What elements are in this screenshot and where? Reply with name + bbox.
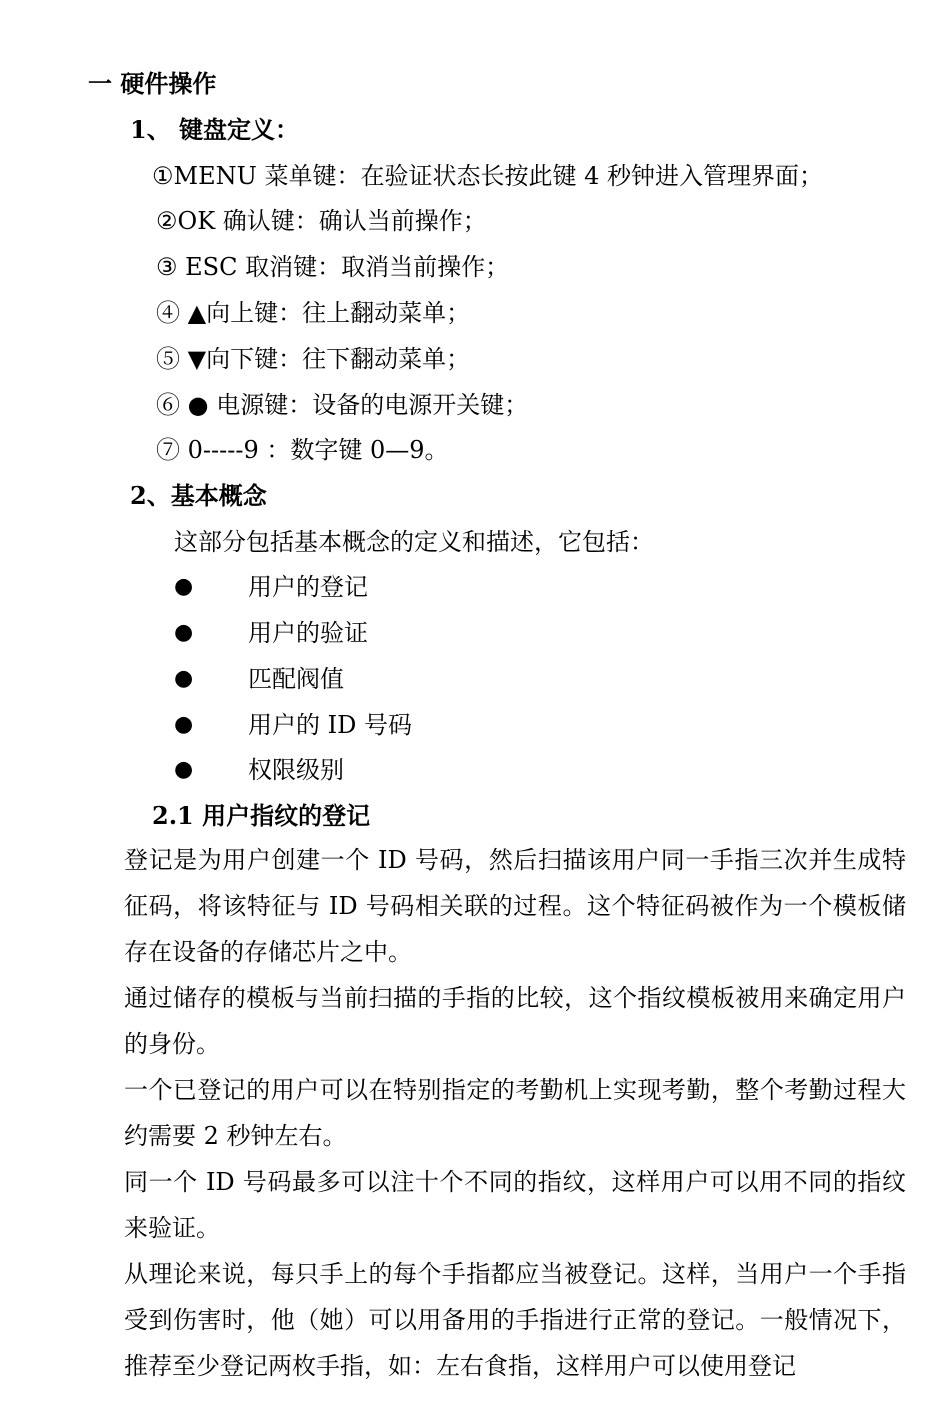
keyboard-heading: 1、 键盘定义： — [130, 115, 300, 144]
key-down-item: ⑤ ▼向下键：往下翻动菜单； — [156, 345, 471, 373]
section-title-hardware: 一 硬件操作 — [88, 69, 217, 98]
enroll-paragraph-1: 登记是为用户创建一个 ID 号码，然后扫描该用户同一手指三次并生成特征码，将该特征与 ID 号码相关联的过程。这个特征码被作为一个模板储存在设备的存储芯片之中。 — [124, 846, 906, 966]
enroll-paragraph-5: 从理论来说，每只手上的每个手指都应当被登记。这样，当用户一个手指受到伤害时，他（她）可以用备用的手指进行正常的登记。一般情况下，推荐至少登记两枚手指，如：左右食指，这样用户可以使用登记 — [124, 1260, 906, 1380]
enroll-paragraph-4: 同一个 ID 号码最多可以注十个不同的指纹，这样用户可以用不同的指纹来验证。 — [124, 1168, 906, 1242]
key-up-item: ④ ▲向上键：往上翻动菜单； — [156, 299, 471, 327]
list-item-label: 用户的登记 — [248, 573, 368, 601]
bullet-icon: ● — [174, 574, 194, 599]
concepts-intro: 这部分包括基本概念的定义和描述，它包括： — [174, 528, 654, 556]
key-digits-item: ⑦ 0-----9 ：数字键 0—9。 — [156, 436, 449, 464]
key-ok-item: ②OK 确认键：确认当前操作； — [156, 207, 487, 235]
concepts-heading: 2、基本概念 — [130, 481, 267, 510]
enroll-paragraph-2: 通过储存的模板与当前扫描的手指的比较，这个指纹模板被用来确定用户的身份。 — [124, 984, 906, 1058]
key-esc-item: ③ ESC 取消键：取消当前操作； — [156, 253, 510, 281]
enroll-heading: 2.1 用户指纹的登记 — [152, 801, 371, 830]
bullet-icon: ● — [174, 757, 194, 782]
list-item-label: 权限级别 — [248, 756, 344, 784]
list-item-label: 用户的 ID 号码 — [248, 711, 412, 739]
list-item-label: 匹配阀值 — [248, 665, 344, 693]
key-menu-item: ①MENU 菜单键：在验证状态长按此键 4 秒钟进入管理界面； — [152, 162, 823, 190]
bullet-icon: ● — [174, 712, 194, 737]
list-item-label: 用户的验证 — [248, 619, 368, 647]
bullet-icon: ● — [174, 620, 194, 645]
bullet-icon: ● — [174, 666, 194, 691]
key-power-item: ⑥ ● 电源键：设备的电源开关键； — [156, 391, 529, 419]
enroll-paragraph-3: 一个已登记的用户可以在特别指定的考勤机上实现考勤，整个考勤过程大约需要 2 秒钟左右。 — [124, 1076, 906, 1150]
